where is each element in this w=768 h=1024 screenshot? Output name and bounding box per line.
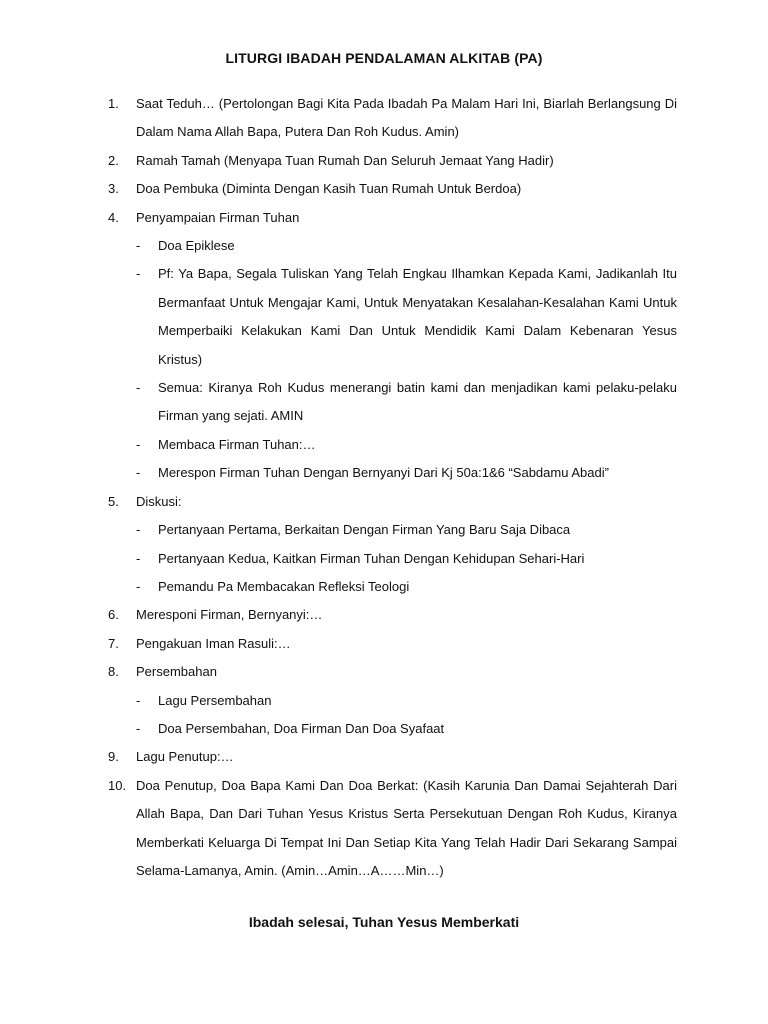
list-item [108, 488, 677, 516]
list-item [108, 147, 677, 175]
sub-item-text: Pemandu Pa Membacakan Refleksi Teologi [158, 578, 410, 594]
list-item-number: 8. [108, 664, 119, 680]
list-item-number: 3. [108, 181, 119, 197]
sub-list-item [136, 232, 677, 260]
sub-item-dash: - [136, 266, 141, 282]
sub-item-dash: - [136, 436, 141, 452]
sub-list-item [136, 260, 677, 374]
sub-item-text: Pertanyaan Kedua, Kaitkan Firman Tuhan Dengan Kehidupan Sehari-Hari [158, 550, 585, 566]
list-item [108, 601, 677, 629]
list-item-text: Pengakuan Iman Rasuli:… [136, 635, 291, 651]
list-item-text: Lagu Penutup:… [136, 749, 234, 765]
list-item-number: 9. [108, 749, 119, 765]
list-item-number: 4. [108, 209, 119, 225]
list-item-text: Saat Teduh… (Pertolongan Bagi Kita Pada Ibadah Pa Malam Hari Ini, Biarlah Berlangsung Di Dalam Nama Allah Bapa, Putera Dan Roh Kudus. Amin) [136, 96, 677, 140]
sub-item-text: Merespon Firman Tuhan Dengan Bernyanyi Dari Kj 50a:1&6 “Sabdamu Abadi” [158, 465, 609, 481]
sub-list-item [136, 459, 677, 487]
closing-line: Ibadah selesai, Tuhan Yesus Memberkati [248, 914, 520, 930]
sub-item-text: Pf: Ya Bapa, Segala Tuliskan Yang Telah Engkau Ilhamkan Kepada Kami, Jadikanlah Itu Bermanfaat Untuk Mengajar Kami, Untuk Menyatakan Kesalahan-Kesalahan Kami Untuk Memperbaiki Kelakukan Kami Dan Untuk Mendidik Kami Dalam Kebenaran Yesus Kristus) [158, 266, 677, 367]
list-item-number: 2. [108, 152, 119, 168]
list-item-number: 10. [108, 777, 127, 793]
sub-list-item [136, 573, 677, 601]
sub-item-text: Lagu Persembahan [158, 692, 272, 708]
sub-item-dash: - [136, 692, 141, 708]
list-item-text: Penyampaian Firman Tuhan [136, 209, 300, 225]
sub-list-item [136, 374, 677, 431]
list-item [108, 630, 677, 658]
page-title: LITURGI IBADAH PENDALAMAN ALKITAB (PA) [225, 50, 543, 66]
sub-item-text: Pertanyaan Pertama, Berkaitan Dengan Firman Yang Baru Saja Dibaca [158, 522, 571, 538]
sub-list-item [136, 715, 677, 743]
list-item [108, 90, 677, 147]
sub-item-text: Semua: Kiranya Roh Kudus menerangi batin kami dan menjadikan kami pelaku-pelaku Firman yang sejati. AMIN [158, 380, 677, 424]
list-item-text: Ramah Tamah (Menyapa Tuan Rumah Dan Seluruh Jemaat Yang Hadir) [136, 152, 554, 168]
sub-item-text: Doa Epiklese [158, 238, 235, 254]
sub-list-item [136, 687, 677, 715]
list-item-number: 5. [108, 493, 119, 509]
liturgy-list [0, 90, 768, 885]
sub-item-dash: - [136, 578, 141, 594]
list-item-text: Meresponi Firman, Bernyanyi:… [136, 607, 323, 623]
list-item-number: 6. [108, 607, 119, 623]
list-item [108, 772, 677, 886]
sub-item-dash: - [136, 522, 141, 538]
list-item-text: Persembahan [136, 664, 217, 680]
sub-item-dash: - [136, 550, 141, 566]
list-item-text: Diskusi: [136, 493, 182, 509]
list-item [108, 175, 677, 203]
list-item-number: 7. [108, 635, 119, 651]
sub-item-text: Membaca Firman Tuhan:… [158, 436, 316, 452]
list-item-number: 1. [108, 96, 119, 111]
sub-list-item [136, 516, 677, 544]
sub-list-item [136, 431, 677, 459]
sub-item-dash: - [136, 465, 141, 481]
sub-item-dash: - [136, 238, 141, 254]
list-item [108, 204, 677, 232]
sub-list-item [136, 545, 677, 573]
list-item [108, 658, 677, 686]
list-item-text: Doa Pembuka (Diminta Dengan Kasih Tuan Rumah Untuk Berdoa) [136, 181, 522, 197]
sub-item-dash: - [136, 380, 141, 396]
sub-item-dash: - [136, 720, 141, 736]
list-item-text: Doa Penutup, Doa Bapa Kami Dan Doa Berkat: (Kasih Karunia Dan Damai Sejahterah Dari Allah Bapa, Dan Dari Tuhan Yesus Kristus Serta Persekutuan Dengan Roh Kudus, Kiranya Memberkati Keluarga Di Tempat Ini Dan Setiap Kita Yang Telah Hadir Dari Sekarang Sampai Selama-Lamanya, Amin. (Amin…Amin…A……Min…) [136, 777, 677, 878]
list-item [108, 743, 677, 771]
sub-item-text: Doa Persembahan, Doa Firman Dan Doa Syafaat [158, 720, 445, 736]
